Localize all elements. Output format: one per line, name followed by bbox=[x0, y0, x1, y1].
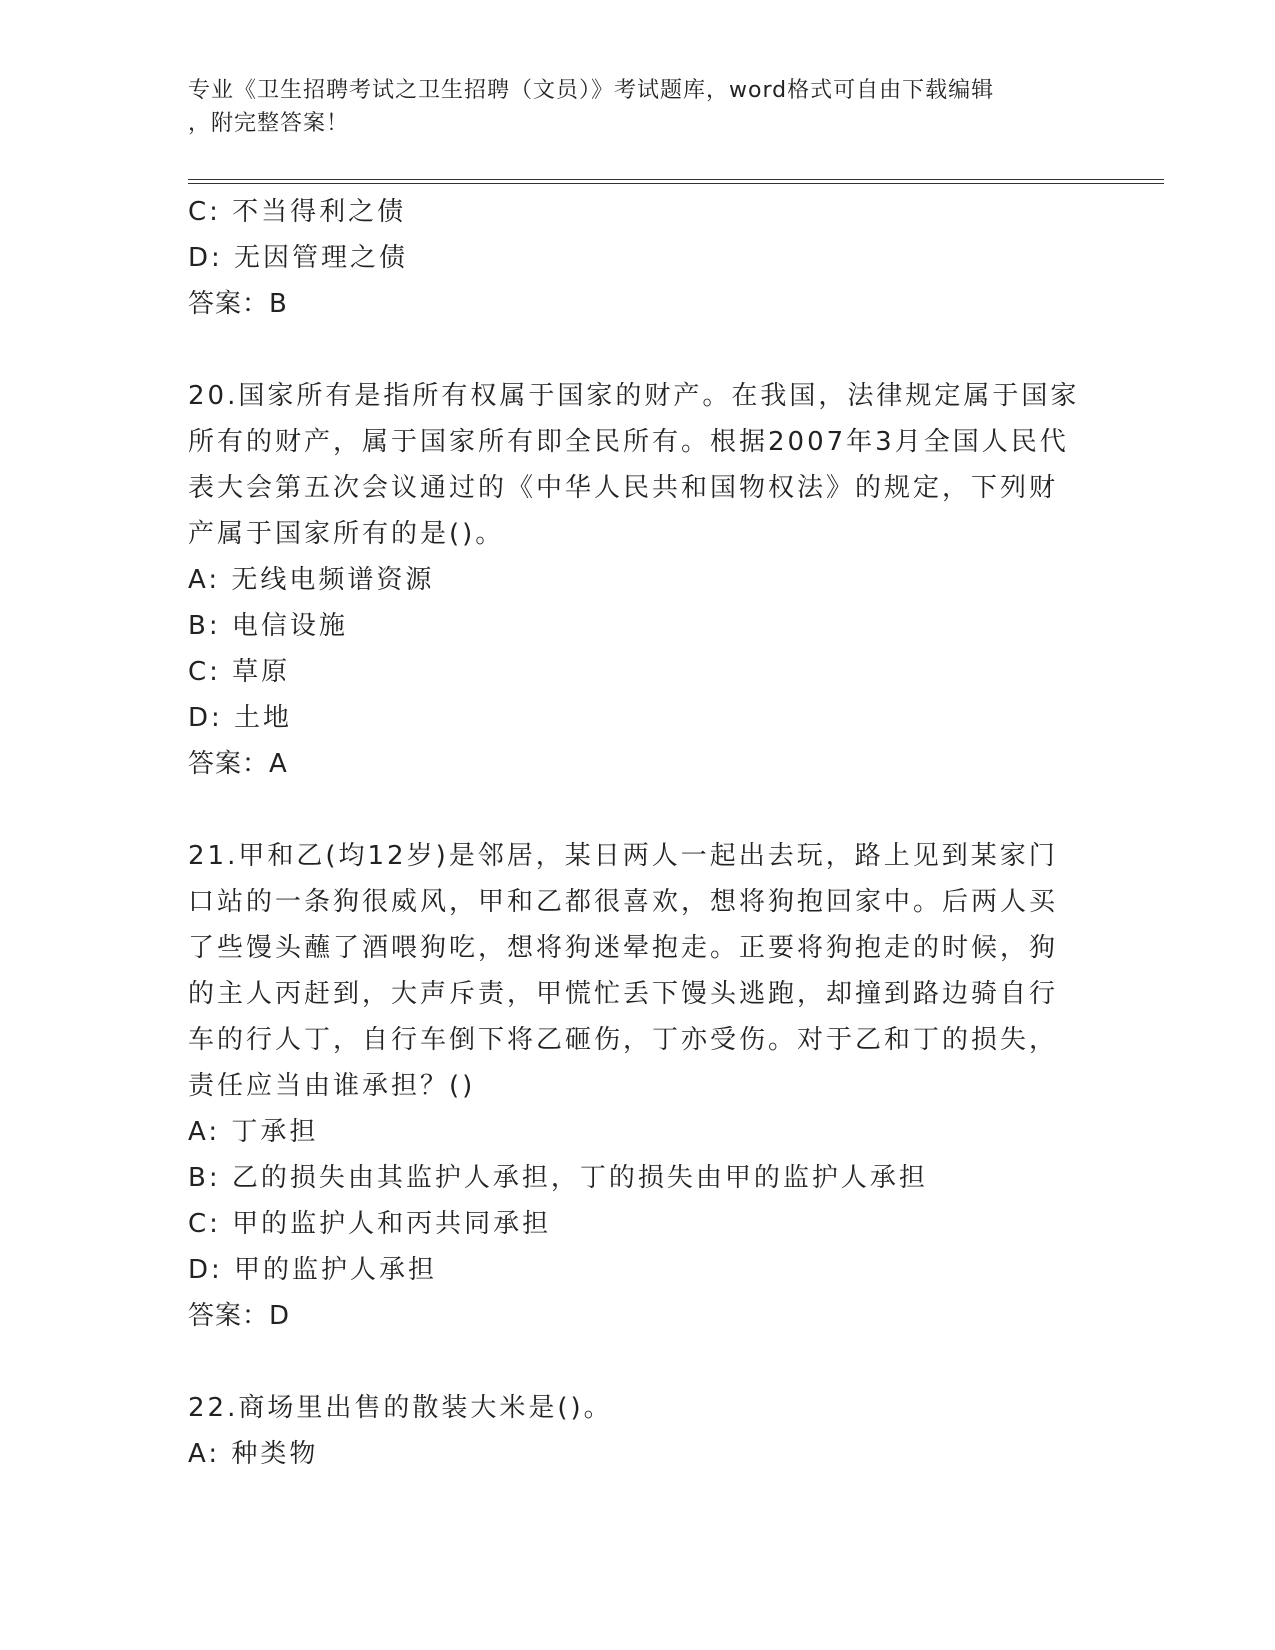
spacer bbox=[188, 1339, 1088, 1385]
q21-option-b: B: 乙的损失由其监护人承担，丁的损失由甲的监护人承担 bbox=[188, 1163, 928, 1193]
q22-option-a: A: 种类物 bbox=[188, 1439, 319, 1469]
q20-option-a: A: 无线电频谱资源 bbox=[188, 565, 435, 595]
question-20 bbox=[188, 373, 1088, 787]
q20-option-b: B: 电信设施 bbox=[188, 611, 348, 641]
header-line-1: 专业《卫生招聘考试之卫生招聘（文员）》考试题库，word格式可自由下载编辑 bbox=[188, 78, 995, 103]
q21-stem-line: 车的行人丁，自行车倒下将乙砸伤，丁亦受伤。对于乙和丁的损失， bbox=[188, 1025, 1059, 1055]
q21-option-c: C: 甲的监护人和丙共同承担 bbox=[188, 1209, 552, 1239]
header-line-2: ，附完整答案！ bbox=[188, 111, 350, 136]
q21-stem-line: 口站的一条狗很威风，甲和乙都很喜欢，想将狗抱回家中。后两人买 bbox=[188, 887, 1059, 917]
q20-stem-line: 表大会第五次会议通过的《中华人民共和国物权法》的规定，下列财 bbox=[188, 473, 1059, 503]
q20-stem-line: 20.国家所有是指所有权属于国家的财产。在我国，法律规定属于国家 bbox=[188, 381, 1080, 411]
header-divider-top bbox=[188, 179, 1164, 180]
q21-stem-line: 责任应当由谁承担？() bbox=[188, 1071, 476, 1101]
q21-stem-line: 21.甲和乙(均12岁)是邻居，某日两人一起出去玩，路上见到某家门 bbox=[188, 841, 1058, 871]
q19-option-d: D: 无因管理之债 bbox=[188, 243, 409, 273]
q20-stem-line: 产属于国家所有的是()。 bbox=[188, 519, 505, 549]
q21-stem-line: 的主人丙赶到，大声斥责，甲慌忙丢下馒头逃跑，却撞到路边骑自行 bbox=[188, 979, 1059, 1009]
document-header bbox=[188, 74, 1068, 140]
question-19 bbox=[188, 189, 1088, 327]
q21-option-a: A: 丁承担 bbox=[188, 1117, 319, 1147]
q20-option-d: D: 土地 bbox=[188, 703, 293, 733]
q21-stem-line: 了些馒头蘸了酒喂狗吃，想将狗迷晕抱走。正要将狗抱走的时候，狗 bbox=[188, 933, 1059, 963]
question-21 bbox=[188, 833, 1088, 1339]
q21-answer: 答案：D bbox=[188, 1301, 291, 1331]
q21-option-d: D: 甲的监护人承担 bbox=[188, 1255, 438, 1285]
question-22 bbox=[188, 1385, 1088, 1477]
q20-answer: 答案：A bbox=[188, 749, 288, 779]
spacer bbox=[188, 327, 1088, 373]
q19-option-c: C: 不当得利之债 bbox=[188, 197, 407, 227]
header-divider-bottom bbox=[188, 183, 1164, 184]
spacer bbox=[188, 787, 1088, 833]
q20-stem-line: 所有的财产，属于国家所有即全民所有。根据2007年3月全国人民代 bbox=[188, 427, 1069, 457]
question-content bbox=[188, 189, 1088, 1477]
q20-option-c: C: 草原 bbox=[188, 657, 291, 687]
q19-answer: 答案：B bbox=[188, 289, 288, 319]
q22-stem-line: 22.商场里出售的散装大米是()。 bbox=[188, 1393, 613, 1423]
